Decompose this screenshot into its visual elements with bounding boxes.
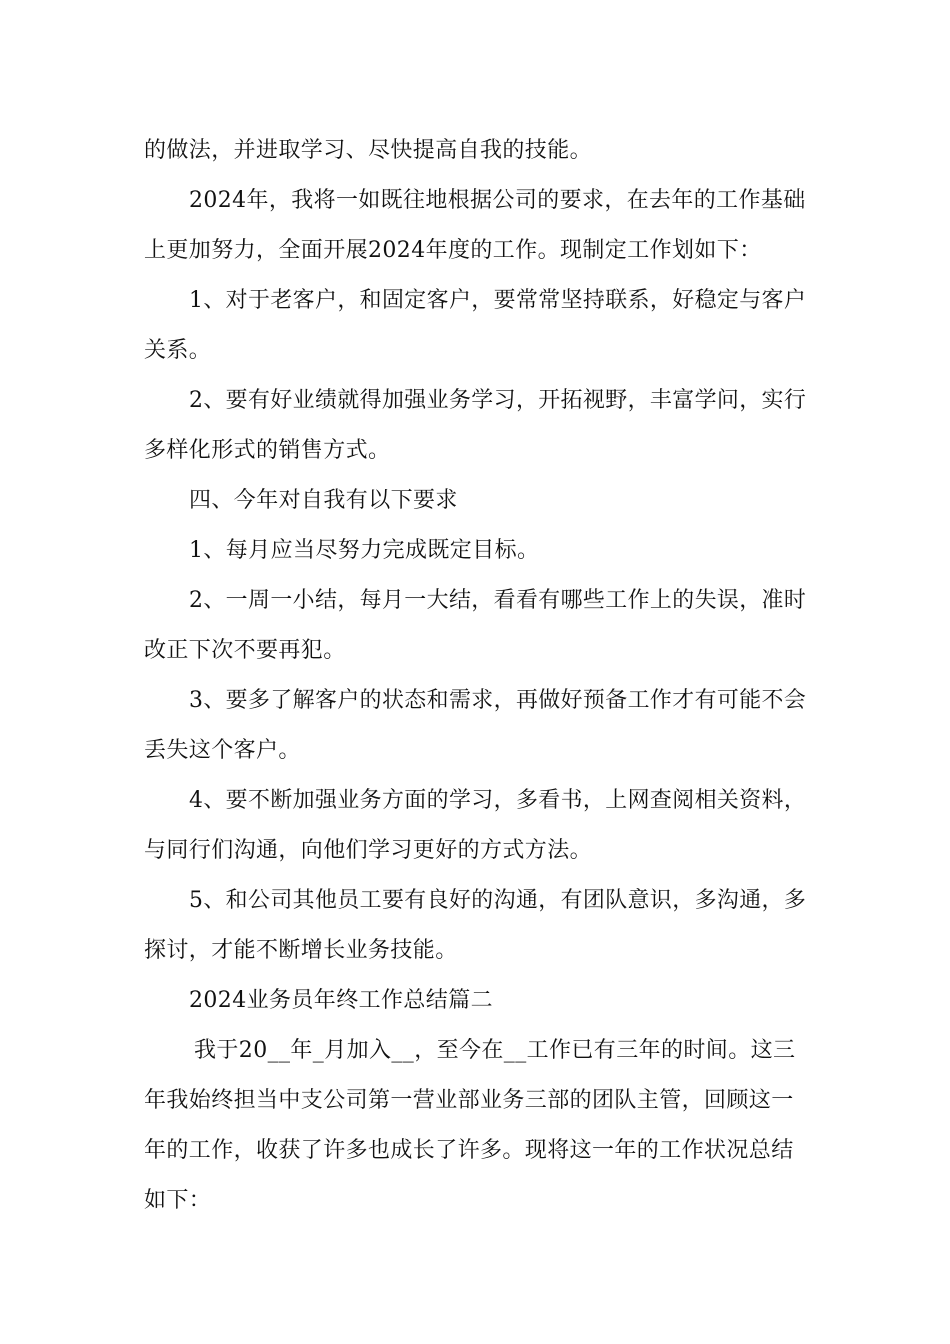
text-line: 与同行们沟通，向他们学习更好的方式方法。 <box>144 838 593 863</box>
list-item-first-line: 4、要不断加强业务方面的学习，多看书，上网查阅相关资料， <box>189 788 807 813</box>
list-item-first-line: 1、对于老客户，和固定客户，要常常坚持联系，好稳定与客户 <box>189 288 807 313</box>
text-line: 如下： <box>144 1188 212 1213</box>
list-item-first-line: 1、每月应当尽努力完成既定目标。 <box>189 538 540 563</box>
paragraph-first-line: 2024年，我将一如既往地根据公司的要求，在去年的工作基础 <box>189 188 806 213</box>
text-line: 改正下次不要再犯。 <box>144 638 346 663</box>
text-line: 多样化形式的销售方式。 <box>144 438 391 463</box>
article-title: 2024业务员年终工作总结篇二 <box>189 988 493 1013</box>
list-item-first-line: 5、和公司其他员工要有良好的沟通，有团队意识，多沟通，多 <box>189 888 807 913</box>
text-line: 上更加努力，全面开展2024年度的工作。现制定工作划如下： <box>144 238 762 263</box>
text-line: 年的工作，收获了许多也成长了许多。现将这一年的工作状况总结 <box>144 1138 794 1163</box>
text-line: 探讨，才能不断增长业务技能。 <box>144 938 458 963</box>
text-line: 的做法，并进取学习、尽快提高自我的技能。 <box>144 138 593 163</box>
text-line: 关系。 <box>144 338 212 363</box>
list-item-first-line: 2、要有好业绩就得加强业务学习，开拓视野，丰富学问，实行 <box>189 388 807 413</box>
text-line: 年我始终担当中支公司第一营业部业务三部的团队主管，回顾这一 <box>144 1088 794 1113</box>
list-item-first-line: 3、要多了解客户的状态和需求，再做好预备工作才有可能不会 <box>189 688 807 713</box>
list-item-first-line: 2、一周一小结，每月一大结，看看有哪些工作上的失误，准时 <box>189 588 807 613</box>
text-line: 丢失这个客户。 <box>144 738 301 763</box>
paragraph-first-line: 我于20__年_月加入__，至今在__工作已有三年的时间。这三 <box>194 1038 796 1063</box>
section-heading: 四、今年对自我有以下要求 <box>189 488 458 513</box>
